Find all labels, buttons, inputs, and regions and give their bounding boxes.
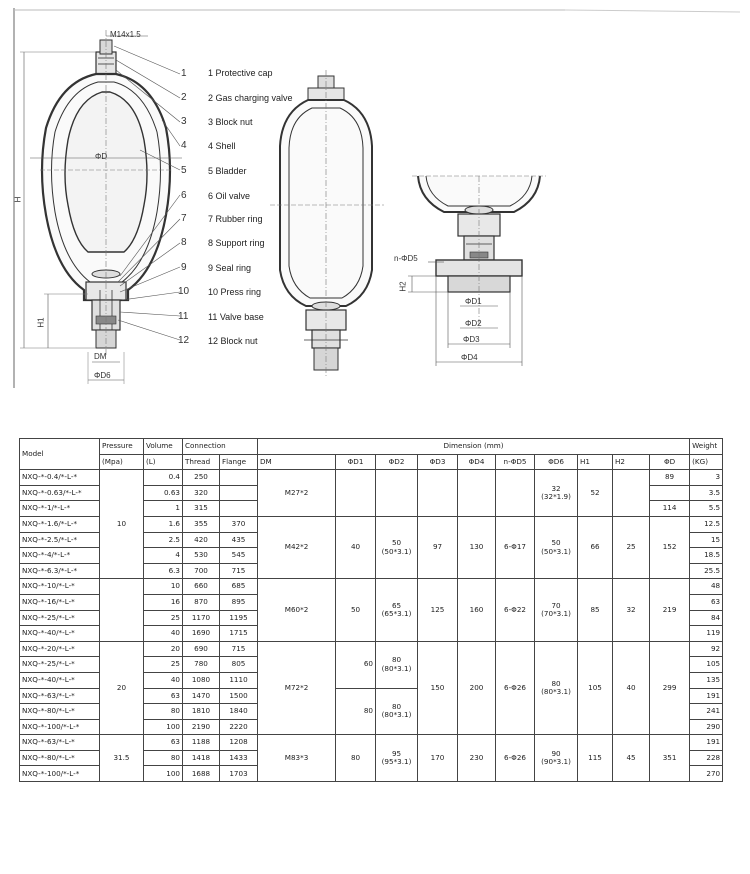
part-number: 5: [181, 165, 187, 176]
dim-d3-label: ΦD3: [463, 335, 480, 344]
cell-weight: 135: [690, 672, 723, 688]
cell-model: NXQ-*-6.3/*-L-*: [20, 563, 100, 579]
cell-d6-spec: (90*3.1): [541, 757, 571, 767]
cell-flange: 1500: [220, 688, 258, 704]
table-subheader-row: [20, 454, 723, 470]
part-number: 3: [181, 116, 187, 127]
header-d2: ΦD2: [376, 454, 418, 470]
cell-d1: 40: [336, 516, 376, 578]
part-number: 9: [181, 262, 187, 273]
cell-d: 219: [650, 579, 690, 641]
part-label: 5 Bladder: [208, 166, 247, 176]
cell-pressure: 10: [100, 470, 144, 579]
cell-thread: 780: [183, 657, 220, 673]
cell-d2-spec: (80*3.1): [381, 663, 412, 673]
cell-d6-spec: (80*3.1): [541, 687, 571, 696]
cell-h2: 32: [613, 579, 650, 641]
cell-d1: 50: [336, 579, 376, 641]
dim-d4-label: ΦD4: [461, 353, 478, 362]
cell-flange: [220, 470, 258, 486]
cell-d2-spec: (65*3.1): [381, 609, 412, 619]
cell-model: NXQ-*-2.5/*-L-*: [20, 532, 100, 548]
header-d3: ΦD3: [418, 454, 458, 470]
cell-model: NXQ-*-0.63/*-L-*: [20, 485, 100, 501]
table-row: [20, 470, 723, 486]
cell-model: NXQ-*-80/*-L-*: [20, 704, 100, 720]
cell-d1: 80: [336, 735, 376, 782]
cell-h1: 66: [578, 516, 613, 578]
cell-h2: 45: [613, 735, 650, 782]
cell-dm: M83*3: [258, 735, 336, 782]
cell-flange: 1840: [220, 704, 258, 720]
cell-d1: 80: [336, 688, 376, 735]
cell-pressure: 20: [100, 641, 144, 735]
cell-weight: 92: [690, 641, 723, 657]
part-number: 10: [178, 286, 190, 297]
cell-thread: 420: [183, 532, 220, 548]
cell-d4: 200: [458, 641, 496, 735]
cell-model: NXQ-*-40/*-L-*: [20, 626, 100, 642]
header-d6: ΦD6: [535, 454, 578, 470]
cell-thread: 1080: [183, 672, 220, 688]
cell-weight: 5.5: [690, 501, 723, 517]
cell-d2: [376, 688, 418, 735]
part-label: 6 Oil valve: [208, 191, 251, 201]
cell-h1: 85: [578, 579, 613, 641]
cell-d6-value: 50: [551, 538, 561, 548]
accumulator-drawing: [0, 0, 750, 400]
cell-h1: 115: [578, 735, 613, 782]
part-label: 11 Valve base: [208, 312, 264, 322]
cell-model: NXQ-*-4/*-L-*: [20, 548, 100, 564]
cell-model: NXQ-*-1/*-L-*: [20, 501, 100, 517]
cell-weight: 191: [690, 735, 723, 751]
cell-h1: 105: [578, 641, 613, 735]
header-volume: Volume: [144, 439, 183, 455]
cell-flange: 715: [220, 563, 258, 579]
cell-thread: 2190: [183, 719, 220, 735]
cell-flange: 370: [220, 516, 258, 532]
header-pressure: Pressure: [100, 439, 144, 455]
cell-model: NXQ-*-63/*-L-*: [20, 735, 100, 751]
cell-d2: [376, 735, 418, 782]
header-thread: Thread: [183, 454, 220, 470]
cell-d2-spec: (95*3.1): [381, 757, 412, 767]
cell-flange: 1433: [220, 750, 258, 766]
cell-d6-spec: (50*3.1): [541, 546, 571, 556]
header-h2: H2: [613, 454, 650, 470]
cell-thread: 700: [183, 563, 220, 579]
cell-nd5: 6-Φ26: [496, 641, 535, 735]
part-number: 11: [178, 311, 189, 322]
cell-volume: 4: [144, 548, 183, 564]
cell-volume: 1: [144, 501, 183, 517]
cell-thread: 1688: [183, 766, 220, 782]
cell-flange: 1703: [220, 766, 258, 782]
part-label: 8 Support ring: [208, 238, 265, 248]
header-dimension: Dimension (mm): [258, 439, 690, 455]
cell-weight: 12.5: [690, 516, 723, 532]
cell-weight: 191: [690, 688, 723, 704]
part-label: 2 Gas charging valve: [208, 93, 293, 103]
cell-h2: 25: [613, 516, 650, 578]
cell-nd5: 6-Φ26: [496, 735, 535, 782]
part-label: 7 Rubber ring: [208, 214, 263, 224]
cell-d6-value: 32: [551, 483, 561, 493]
cell-nd5: [496, 470, 535, 517]
part-label: 4 Shell: [208, 141, 236, 151]
cell-model: NXQ-*-63/*-L-*: [20, 688, 100, 704]
cell-weight: 3: [690, 470, 723, 486]
cell-thread: 1690: [183, 626, 220, 642]
part-label: 1 Protective cap: [208, 68, 273, 78]
cell-model: NXQ-*-1.6/*-L-*: [20, 516, 100, 532]
cell-weight: 18.5: [690, 548, 723, 564]
cell-nd5: 6-Φ22: [496, 579, 535, 641]
cell-flange: 805: [220, 657, 258, 673]
cell-weight: 25.5: [690, 563, 723, 579]
dim-h2-label: H2: [398, 281, 408, 292]
cell-d3: 125: [418, 579, 458, 641]
cell-volume: 25: [144, 610, 183, 626]
cell-model: NXQ-*-100/*-L-*: [20, 766, 100, 782]
cell-flange: 1195: [220, 610, 258, 626]
cell-d2: [376, 641, 418, 688]
header-weight-unit: (KG): [690, 454, 723, 470]
table-header-row: [20, 439, 723, 455]
dim-h1-label: H1: [36, 317, 46, 328]
part-label: 3 Block nut: [208, 117, 253, 127]
cell-d2-value: 95: [391, 748, 402, 758]
cell-d2-value: 50: [391, 538, 402, 548]
cell-weight: 63: [690, 594, 723, 610]
cell-flange: 435: [220, 532, 258, 548]
cell-d: 299: [650, 641, 690, 735]
cell-d2: [376, 579, 418, 641]
table-row: [20, 641, 723, 657]
cell-model: NXQ-*-25/*-L-*: [20, 657, 100, 673]
cell-flange: 1208: [220, 735, 258, 751]
cell-d: 152: [650, 516, 690, 578]
cell-nd5: 6-Φ17: [496, 516, 535, 578]
cell-thread: 355: [183, 516, 220, 532]
cell-volume: 80: [144, 750, 183, 766]
cell-d3: 150: [418, 641, 458, 735]
cell-d6: [535, 735, 578, 782]
header-connection: Connection: [183, 439, 258, 455]
cell-volume: 16: [144, 594, 183, 610]
cell-d: 89: [650, 470, 690, 486]
header-d: ΦD: [650, 454, 690, 470]
cell-volume: 20: [144, 641, 183, 657]
cell-d6: [535, 516, 578, 578]
part-number: 1: [181, 68, 187, 79]
part-number: 4: [181, 140, 187, 151]
cell-volume: 0.4: [144, 470, 183, 486]
cell-d2-spec: (50*3.1): [381, 546, 412, 556]
cell-flange: 2220: [220, 719, 258, 735]
cell-h2: [613, 470, 650, 517]
cell-thread: 315: [183, 501, 220, 517]
cell-d2-value: 80: [391, 655, 402, 665]
cell-d1: [336, 470, 376, 517]
cell-d4: 130: [458, 516, 496, 578]
cell-thread: 1418: [183, 750, 220, 766]
cell-weight: 270: [690, 766, 723, 782]
cell-d2-spec: (80*3.1): [381, 710, 412, 720]
cell-volume: 10: [144, 579, 183, 595]
cell-d2: [376, 516, 418, 578]
cell-d6-value: 90: [551, 748, 561, 758]
header-model: Model: [20, 439, 100, 470]
cell-pressure: 31.5: [100, 735, 144, 782]
part-number: 6: [181, 190, 187, 201]
cell-volume: 25: [144, 657, 183, 673]
table-row: [20, 735, 723, 751]
cell-thread: 530: [183, 548, 220, 564]
part-number: 8: [181, 237, 187, 248]
part-number: 12: [178, 335, 190, 346]
cell-weight: 228: [690, 750, 723, 766]
cell-thread: 660: [183, 579, 220, 595]
cell-weight: 119: [690, 626, 723, 642]
cell-weight: 290: [690, 719, 723, 735]
cell-thread: 320: [183, 485, 220, 501]
cell-d6-value: 70: [551, 600, 561, 610]
cell-d2: [376, 470, 418, 517]
cell-volume: 0.63: [144, 485, 183, 501]
cell-pressure: [100, 579, 144, 641]
cell-d6: [535, 641, 578, 735]
part-label: 9 Seal ring: [208, 263, 252, 273]
dim-d6-label: ΦD6: [94, 371, 111, 380]
cell-weight: 15: [690, 532, 723, 548]
part-label: 10 Press ring: [208, 287, 262, 297]
cell-thread: 690: [183, 641, 220, 657]
header-d1: ΦD1: [336, 454, 376, 470]
cell-volume: 40: [144, 672, 183, 688]
cell-model: NXQ-*-80/*-L-*: [20, 750, 100, 766]
cell-volume: 100: [144, 719, 183, 735]
cell-volume: 63: [144, 735, 183, 751]
cell-volume: 1.6: [144, 516, 183, 532]
cell-flange: [220, 501, 258, 517]
cell-d6: [535, 579, 578, 641]
cell-thread: 870: [183, 594, 220, 610]
part-number: 2: [181, 92, 187, 103]
cell-thread: 1170: [183, 610, 220, 626]
cell-d3: 97: [418, 516, 458, 578]
header-h1: H1: [578, 454, 613, 470]
header-flange: Flange: [220, 454, 258, 470]
thread-size-label: M14x1.5: [110, 30, 141, 39]
cell-model: NXQ-*-40/*-L-*: [20, 672, 100, 688]
cell-flange: 1110: [220, 672, 258, 688]
header-d4: ΦD4: [458, 454, 496, 470]
cell-d: [650, 485, 690, 501]
cell-model: NXQ-*-16/*-L-*: [20, 594, 100, 610]
cell-flange: 895: [220, 594, 258, 610]
cell-weight: 48: [690, 579, 723, 595]
cell-dm: M42*2: [258, 516, 336, 578]
cell-thread: 1810: [183, 704, 220, 720]
cell-d6: [535, 470, 578, 517]
header-nd5: n-ΦD5: [496, 454, 535, 470]
cell-d4: 230: [458, 735, 496, 782]
header-pressure-unit: (Mpa): [100, 454, 144, 470]
cell-flange: [220, 485, 258, 501]
cell-d2-value: 80: [391, 701, 402, 711]
cell-model: NXQ-*-0.4/*-L-*: [20, 470, 100, 486]
cell-flange: 1715: [220, 626, 258, 642]
cell-volume: 100: [144, 766, 183, 782]
header-volume-unit: (L): [144, 454, 183, 470]
cell-model: NXQ-*-10/*-L-*: [20, 579, 100, 595]
dim-nd5-label: n-ΦD5: [394, 254, 418, 263]
spec-table: [19, 438, 723, 782]
cell-d6-value: 80: [551, 678, 561, 688]
cell-d3: [418, 470, 458, 517]
cell-weight: 241: [690, 704, 723, 720]
dim-d-label: ΦD: [95, 152, 108, 161]
cell-flange: 545: [220, 548, 258, 564]
cell-d: 114: [650, 501, 690, 517]
dim-d1-label: ΦD1: [465, 297, 482, 306]
cell-h2: 40: [613, 641, 650, 735]
cell-dm: M72*2: [258, 641, 336, 735]
cell-volume: 80: [144, 704, 183, 720]
cell-d2-value: 65: [391, 600, 402, 610]
cell-dm: M60*2: [258, 579, 336, 641]
cell-thread: 1470: [183, 688, 220, 704]
cell-volume: 40: [144, 626, 183, 642]
cell-thread: 250: [183, 470, 220, 486]
cell-flange: 685: [220, 579, 258, 595]
cell-d: 351: [650, 735, 690, 782]
cell-d3: 170: [418, 735, 458, 782]
part-label: 12 Block nut: [208, 336, 258, 346]
dim-dm-label: DM: [94, 352, 107, 361]
dim-h-label: H: [13, 196, 23, 203]
cell-d4: [458, 470, 496, 517]
header-weight: Weight: [690, 439, 723, 455]
cell-weight: 84: [690, 610, 723, 626]
cell-flange: 715: [220, 641, 258, 657]
cell-dm: M27*2: [258, 470, 336, 517]
cell-h1: 52: [578, 470, 613, 517]
cell-volume: 2.5: [144, 532, 183, 548]
cell-d6-spec: (32*1.9): [541, 492, 571, 502]
header-dm: DM: [258, 454, 336, 470]
cell-volume: 63: [144, 688, 183, 704]
cell-model: NXQ-*-20/*-L-*: [20, 641, 100, 657]
cell-d1: 60: [336, 641, 376, 688]
cell-d4: 160: [458, 579, 496, 641]
cell-model: NXQ-*-25/*-L-*: [20, 610, 100, 626]
part-number: 7: [181, 213, 187, 224]
cell-d6-spec: (70*3.1): [541, 609, 571, 619]
dim-d2-label: ΦD2: [465, 319, 482, 328]
table-row: [20, 579, 723, 595]
cell-weight: 105: [690, 657, 723, 673]
cell-volume: 6.3: [144, 563, 183, 579]
cell-weight: 3.5: [690, 485, 723, 501]
cell-model: NXQ-*-100/*-L-*: [20, 719, 100, 735]
cell-thread: 1188: [183, 735, 220, 751]
